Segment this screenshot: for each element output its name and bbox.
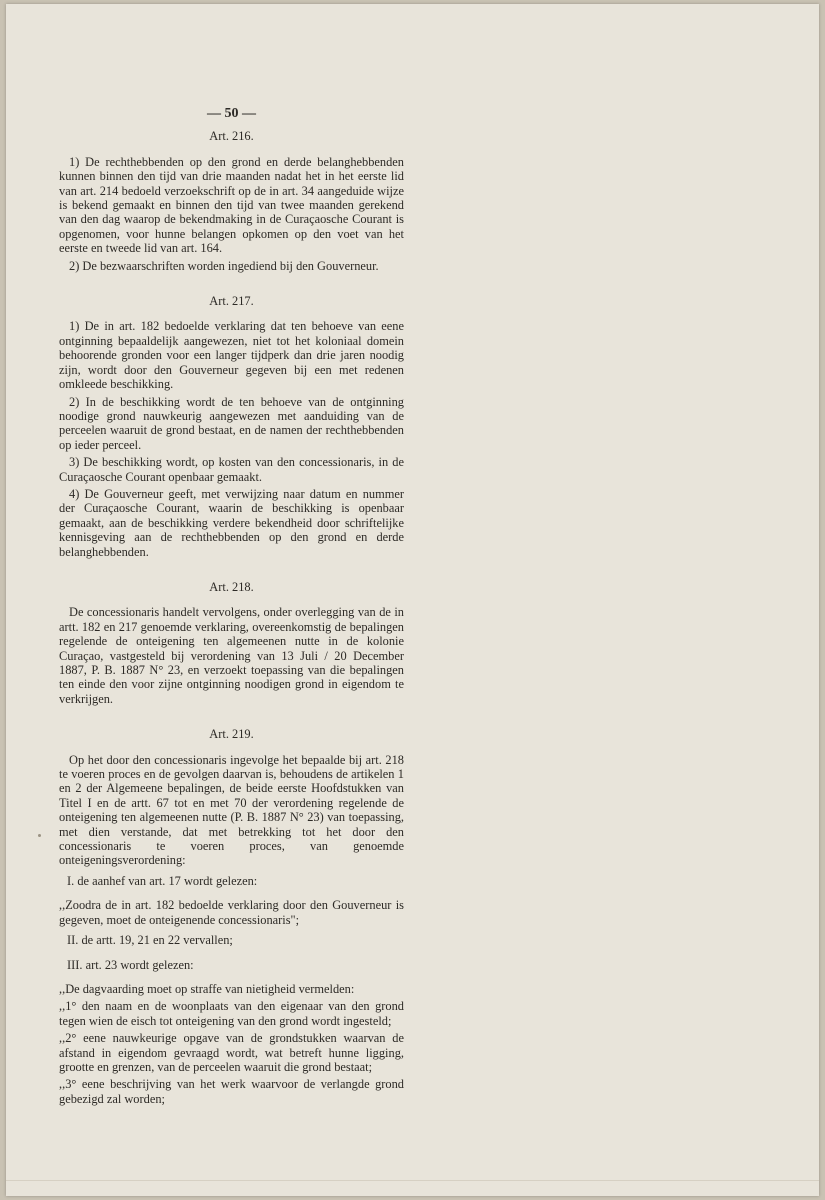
page-edge	[6, 1180, 819, 1181]
quoted-text: ,,3° eene beschrijving van het werk waarvoor de verlangde grond gebezigd zal worden;	[59, 1077, 404, 1106]
article-heading-216: Art. 216.	[209, 129, 254, 144]
article-heading-217: Art. 217.	[209, 294, 254, 309]
paragraph: De concessionaris handelt vervolgens, onder overlegging van de in artt. 182 en 217 genoemde verklaring, overeenkomstig de bepalingen regelende de onteigening ten algemeenen nutte in de kolonie Curaçao, vastgesteld bij verordening van 13 Juli / 20 December 1887, P. B. 1887 N° 23, en verzoekt toepassing van die bepalingen ten einde den voor zijne ontginning noodigen grond in eigendom te verkrijgen.	[59, 605, 404, 706]
list-item: II. de artt. 19, 21 en 22 vervallen;	[67, 933, 233, 948]
paragraph: 3) De beschikking wordt, op kosten van den concessionaris, in de Curaçaosche Courant openbaar gemaakt.	[59, 455, 404, 484]
paragraph: 4) De Gouverneur geeft, met verwijzing naar datum en nummer der Curaçaosche Courant, waarin de beschikking is openbaar gemaakt, aan de beschikking verdere bekendheid door schriftelijke kennisgeving aan de rechthebbenden op den grond en derde belanghebbenden.	[59, 486, 404, 559]
document-page	[6, 4, 819, 1196]
paragraph: 1) De rechthebbenden op den grond en derde belanghebbenden kunnen binnen den tijd van drie maanden nadat het in het eerste lid van art. 214 bedoeld verzoekschrift op de in art. 34 aangeduide wijze is bekend gemaakt en binnen den tijd van twee maanden gerekend van den dag waarop de bekendmaking in de Curaçaosche Courant is opgenomen, voor hunne belangen opkomen op den voet van het eerste en tweede lid van art. 164.	[59, 154, 404, 256]
paragraph: 2) De bezwaarschriften worden ingediend bij den Gouverneur.	[69, 258, 379, 273]
list-item: I. de aanhef van art. 17 wordt gelezen:	[67, 873, 258, 888]
quoted-text: ,,Zoodra de in art. 182 bedoelde verklaring door den Gouverneur is gegeven, moet de onteigenende concessionaris";	[59, 898, 404, 927]
paragraph: 2) In de beschikking wordt de ten behoeve van de ontginning noodige grond nauwkeurig aangewezen met aanduiding van de perceelen waaruit de grond bestaat, en de namen der rechthebbenden op ieder perceel.	[59, 394, 404, 452]
list-item: III. art. 23 wordt gelezen:	[67, 957, 194, 972]
quoted-text: ,,De dagvaarding moet op straffe van nietigheid vermelden:	[59, 981, 355, 996]
article-heading-218: Art. 218.	[209, 579, 254, 594]
margin-mark	[38, 834, 41, 837]
article-heading-219: Art. 219.	[209, 727, 254, 742]
quoted-text: ,,2° eene nauwkeurige opgave van de grondstukken waarvan de afstand in eigendom gevraagd wordt, wat betreft hunne ligging, grootte en grenzen, van de perceelen waaruit die grond bestaat;	[59, 1031, 404, 1074]
text-column	[59, 107, 404, 1109]
page-number: — 50 —	[207, 106, 256, 121]
paragraph: Op het door den concessionaris ingevolge het bepaalde bij art. 218 te voeren proces en de gevolgen daarvan is, behoudens de artikelen 1 en 2 der Algemeene bepalingen, de beide eerste Hoofdstukken van Titel I en de artt. 67 tot en met 70 der verordening regelende de onteigening ten algemeenen nutte (P. B. 1887 N° 23) van toepassing, met dien verstande, dat met betrekking tot het door den concessionaris te voeren proces, van genoemde onteigeningsverordening:	[59, 752, 404, 868]
quoted-text: ,,1° den naam en de woonplaats van den eigenaar van den grond tegen wien de eisch tot onteigening van den grond wordt ingesteld;	[59, 999, 404, 1028]
paragraph: 1) De in art. 182 bedoelde verklaring dat ten behoeve van eene ontginning bepaaldelijk aangewezen, niet tot het koloniaal domein behoorende gronden voor een langer tijdperk dan drie jaren noodig zijn, wordt door den Gouverneur gegeven bij een met redenen omkleede beschikking.	[59, 319, 404, 392]
